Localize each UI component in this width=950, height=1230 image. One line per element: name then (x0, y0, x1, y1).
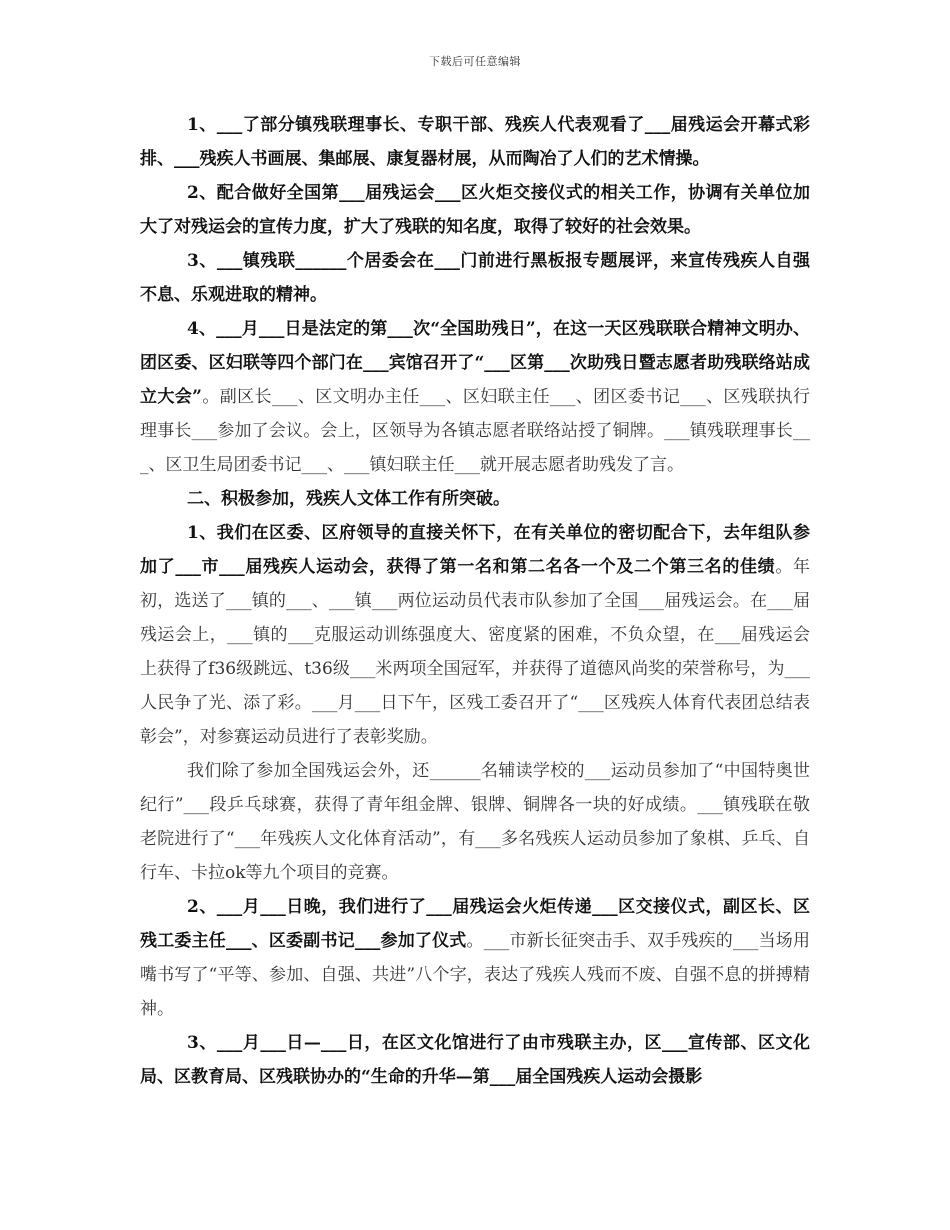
paragraph (140, 176, 810, 244)
section-heading (140, 482, 810, 516)
bold-text: 3、___月___日—___日，在区文化馆进行了由市残联主办，区___宣传部、区文化局、区教育局、区残联协办的“生命的升华—第___届全国残疾人运动会摄影 (140, 1033, 810, 1087)
bold-text: 1、___了部分镇残联理事长、专职干部、残疾人代表观看了___届残运会开幕式彩排、___残疾人书画展、集邮展、康复器材展，从而陶冶了人们的艺术情操。 (140, 115, 810, 169)
normal-text: 。___市新长征突击手、双手残疾的___当场用嘴书写了“平等、参加、自强、共进”八个字，表达了残疾人残而不废、自强不息的拼搏精神。 (140, 931, 810, 1019)
bold-text: 3、___镇残联______个居委会在___门前进行黑板报专题展评，来宣传残疾人自强不息、乐观进取的精神。 (140, 251, 810, 305)
page-header: 下载后可任意编辑 (429, 55, 521, 68)
paragraph (140, 1026, 810, 1094)
normal-text: 。年初，选送了___镇的___、___镇___两位运动员代表市队参加了全国___届残运会。在___届残运会上，___镇的___克服运动训练强度大、密度紧的困难，不负众望，在___届残运会上获得了f36级跳远、t36级___米两项全国冠军，并获得了道德风尚奖的荣誉称号，为___人民争了光、添了彩。___月___日下午，区残工委召开了“___区残疾人体育代表团总结表彰会”，对参赛运动员进行了表彰奖励。 (140, 557, 811, 747)
normal-text: 我们除了参加全国残运会外，还______名辅读学校的___运动员参加了“中国特奥世纪行”___段乒乓球赛，获得了青年组金牌、银牌、铜牌各一块的好成绩。___镇残联在敬老院进行了“___年残疾人文化体育活动”，有___多名残疾人运动员参加了象棋、乒乓、自行车、卡拉ok等九个项目的竞赛。 (140, 761, 810, 883)
bold-text: 4、___月___日是法定的第___次“全国助残日”，在这一天区残联联合精神文明办、团区委、区妇联等四个部门在___宾馆召开了“___区第___次助残日暨志愿者助残联络站成立大会” (140, 319, 810, 407)
paragraph (140, 244, 810, 312)
document-body (140, 108, 810, 1094)
paragraph (140, 108, 810, 176)
bold-text: 二、积极参加，残疾人文体工作有所突破。 (187, 489, 510, 509)
bold-text: 2、___月___日晚，我们进行了___届残运会火炬传递___区交接仪式，副区长、区残工委主任___、区委副书记___参加了仪式 (140, 897, 810, 951)
paragraph (140, 754, 810, 890)
paragraph (140, 890, 810, 1026)
bold-text: 1、我们在区委、区府领导的直接关怀下，在有关单位的密切配合下，去年组队参加了___市___届残疾人运动会，获得了第一名和第二名各一个及二个第三名的佳绩 (140, 523, 810, 577)
normal-text: 。副区长___、区文明办主任___、区妇联主任___、团区委书记___、区残联执行理事长___参加了会议。会上，区领导为各镇志愿者联络站授了铜牌。___镇残联理事长___、区卫生局团委书记___、___镇妇联主任___就开展志愿者助残发了言。 (140, 387, 811, 475)
paragraph (140, 312, 810, 482)
paragraph (140, 516, 810, 754)
bold-text: 2、配合做好全国第___届残运会___区火炬交接仪式的相关工作，协调有关单位加大了对残运会的宣传力度，扩大了残联的知名度，取得了较好的社会效果。 (140, 183, 810, 237)
